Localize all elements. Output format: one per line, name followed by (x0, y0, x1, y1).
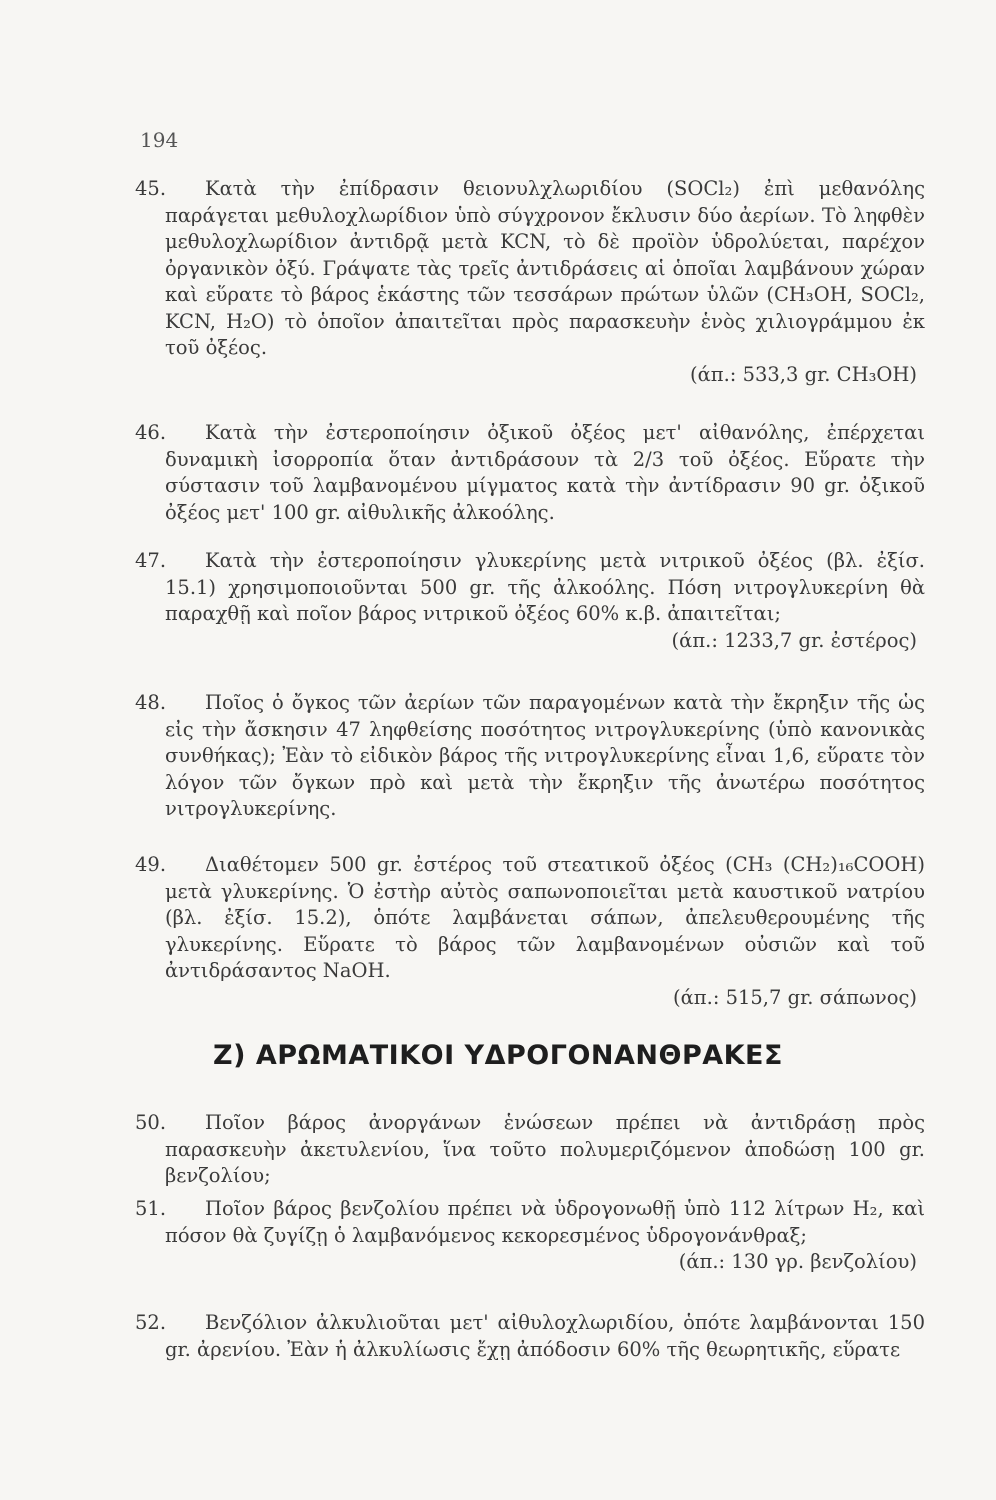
problem-text: Κατὰ τὴν ἐστεροποίησιν γλυκερίνης μετὰ νιτρικοῦ ὀξέος (βλ. ἐξίσ. 15.1) χρησιμοποιοῦνται 500 gr. τῆς ἀλκοόλης. Πόση νιτρογλυκερίνη θὰ παραχθῇ καὶ ποῖον βάρος νιτρικοῦ ὀξέος 60% κ.β. ἀπαιτεῖται; (165, 549, 925, 625)
section-title: Ζ) ΑΡΩΜΑΤΙΚΟΙ ΥΔΡΟΓΟΝΑΝΘΡΑΚΕΣ (213, 1040, 783, 1071)
problem-47 (135, 548, 925, 654)
problem-number: 45. (135, 177, 167, 200)
problem-text: Βενζόλιον ἀλκυλιοῦται μετ' αἰθυλοχλωριδίου, ὁπότε λαμβάνονται 150 gr. ἀρενίου. Ἐὰν ἡ ἀλκυλίωσις ἔχῃ ἀπόδοσιν 60% τῆς θεωρητικῆς, εὕρατε (165, 1311, 925, 1361)
problem-45 (135, 176, 925, 388)
problem-number: 46. (135, 421, 167, 444)
problem-text: Ποῖος ὁ ὄγκος τῶν ἀερίων τῶν παραγομένων κατὰ τὴν ἔκρηξιν τῆς ὡς εἰς τὴν ἄσκησιν 47 ληφθείσης ποσότητος νιτρογλυκερίνης (ὑπὸ κανονικὰς συνθήκας); Ἐὰν τὸ εἰδικὸν βάρος τῆς νιτρογλυκερίνης εἶναι 1,6, εὕρατε τὸν λόγον τῶν ὄγκων πρὸ καὶ μετὰ τὴν ἔκρηξιν τῆς ἀνωτέρω ποσότητος νιτρογλυκερίνης. (165, 691, 925, 820)
problem-number: 52. (135, 1311, 167, 1334)
problem-answer: (άπ.: 1233,7 gr. ἐστέρος) (671, 628, 917, 652)
problem-number: 51. (135, 1197, 167, 1220)
problem-answer: (άπ.: 130 γρ. βενζολίου) (678, 1250, 917, 1273)
problem-48 (135, 690, 925, 823)
problem-text: Διαθέτομεν 500 gr. ἐστέρος τοῦ στεατικοῦ ὀξέος (CH₃ (CH₂)₁₆COOH) μετὰ γλυκερίνης. Ὁ ἐστὴρ αὐτὸς σαπωνοποιεῖται μετὰ καυστικοῦ νατρίου (βλ. ἐξίσ. 15.2), ὁπότε λαμβάνεται σάπων, ἀπελευθερουμένης τῆς γλυκερίνης. Εὕρατε τὸ βάρος τῶν λαμβανομένων οὐσιῶν καὶ τοῦ ἀντιδράσαντος NaOH. (165, 853, 925, 982)
problem-49 (135, 852, 925, 1011)
problem-50 (135, 1110, 925, 1190)
problem-number: 47. (135, 549, 167, 572)
problem-number: 48. (135, 691, 167, 714)
problem-46 (135, 420, 925, 526)
problem-answer: (άπ.: 533,3 gr. CH₃OH) (690, 362, 917, 386)
problem-51 (135, 1196, 925, 1276)
problem-52 (135, 1310, 925, 1363)
problem-number: 50. (135, 1111, 167, 1134)
problem-text: Κατὰ τὴν ἐστεροποίησιν ὀξικοῦ ὀξέος μετ' αἰθανόλης, ἐπέρχεται δυναμικὴ ἰσορροπία ὅταν ἀντιδράσουν τὰ 2/3 τοῦ ὀξέος. Εὕρατε τὴν σύστασιν τοῦ λαμβανομένου μίγματος κατὰ τὴν ἀντίδρασιν 90 gr. ὀξικοῦ ὀξέος μετ' 100 gr. αἰθυλικῆς ἀλκοόλης. (165, 421, 925, 524)
problem-text: Ποῖον βάρος ἀνοργάνων ἑνώσεων πρέπει νὰ ἀντιδράσῃ πρὸς παρασκευὴν ἀκετυλενίου, ἵνα τοῦτο πολυμεριζόμενον ἀποδώσῃ 100 gr. βενζολίου; (165, 1111, 925, 1187)
problem-text: Κατὰ τὴν ἐπίδρασιν θειονυλχλωριδίου (SOCl₂) ἐπὶ μεθανόλης παράγεται μεθυλοχλωρίδιον ὑπὸ σύγχρονον ἔκλυσιν δύο ἀερίων. Τὸ ληφθὲν μεθυλοχλωρίδιον ἀντιδρᾷ μετὰ KCN, τὸ δὲ προϊὸν ὑδρολύεται, παρέχον ὀργανικὸν ὀξύ. Γράψατε τὰς τρεῖς ἀντιδράσεις αἱ ὁποῖαι λαμβάνουν χώραν καὶ εὕρατε τὸ βάρος ἑκάστης τῶν τεσσάρων πρώτων ὑλῶν (CH₃OH, SOCl₂, KCN, H₂O) τὸ ὁποῖον ἀπαιτεῖται πρὸς παρασκευὴν ἑνὸς χιλιογράμμου ἐκ τοῦ ὀξέος. (165, 177, 925, 359)
page-number: 194 (140, 128, 179, 152)
problem-answer: (άπ.: 515,7 gr. σάπωνος) (673, 985, 917, 1009)
problem-text: Ποῖον βάρος βενζολίου πρέπει νὰ ὑδρογονωθῇ ὑπὸ 112 λίτρων H₂, καὶ πόσον θὰ ζυγίζῃ ὁ λαμβανόμενος κεκορεσμένος ὑδρογονάνθραξ; (165, 1197, 925, 1247)
problem-number: 49. (135, 853, 167, 876)
